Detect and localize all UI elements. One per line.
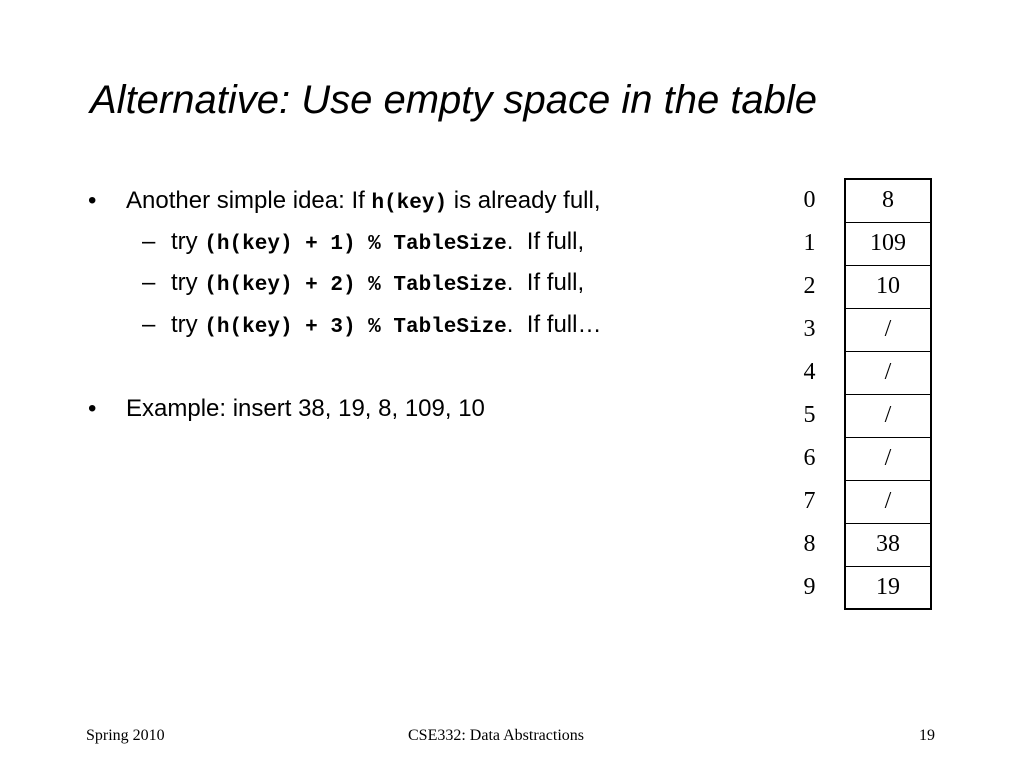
- table-row: [775, 308, 931, 351]
- text-run: try: [171, 269, 205, 296]
- slot-index: 3: [803, 316, 816, 342]
- slot-index: 6: [803, 445, 816, 471]
- footer-course: CSE332: Data Abstractions: [408, 727, 584, 744]
- code-snippet: (h(key) + 3) % TableSize: [204, 316, 507, 339]
- code-snippet: (h(key) + 2) % TableSize: [204, 274, 507, 297]
- text-run: . If full…: [506, 311, 602, 338]
- text-run: . If full,: [506, 228, 585, 255]
- footer-date: Spring 2010: [86, 727, 165, 744]
- slot-value: 19: [845, 566, 931, 609]
- slot-index: 1: [803, 230, 816, 256]
- table-row: [775, 351, 931, 394]
- table-row: [775, 566, 931, 609]
- slot-value: 10: [845, 265, 931, 308]
- bullet-text: [126, 186, 601, 219]
- bullet-marker: –: [142, 311, 156, 338]
- table-row: [775, 179, 931, 222]
- slot-value: 109: [845, 222, 931, 265]
- slot-value: 38: [845, 523, 931, 566]
- text-run: try: [171, 228, 205, 255]
- bullet-text: [171, 227, 584, 260]
- table-row: [775, 265, 931, 308]
- table-row: [775, 480, 931, 523]
- text-run: try: [171, 311, 205, 338]
- slot-value: /: [845, 308, 931, 351]
- bullet-marker: –: [142, 228, 156, 255]
- slot-index: 4: [803, 359, 816, 385]
- text-run: Example: insert 38, 19, 8, 109, 10: [126, 395, 485, 422]
- bullet-marker: –: [142, 269, 156, 296]
- table-row: [775, 437, 931, 480]
- footer-page-number: 19: [919, 727, 935, 744]
- text-run: . If full,: [506, 269, 585, 296]
- slot-index: 5: [803, 402, 816, 428]
- slot-index: 8: [803, 531, 816, 557]
- slot-value: /: [845, 437, 931, 480]
- hash-table: [775, 178, 932, 610]
- slot-index: 2: [803, 273, 816, 299]
- code-snippet: h(key): [371, 192, 448, 215]
- slide-title: Alternative: Use empty space in the table: [90, 78, 818, 122]
- slot-value: 8: [845, 179, 931, 222]
- text-run: is already full,: [447, 187, 601, 214]
- slot-index: 7: [803, 488, 816, 514]
- bullet-marker: •: [88, 187, 97, 214]
- slot-value: /: [845, 480, 931, 523]
- table-row: [775, 222, 931, 265]
- bullet-text: [171, 268, 584, 301]
- code-snippet: (h(key) + 1) % TableSize: [204, 233, 507, 256]
- table-row: [775, 523, 931, 566]
- bullet-marker: •: [88, 395, 97, 422]
- bullet-text: [126, 394, 485, 424]
- slot-value: /: [845, 394, 931, 437]
- slot-index: 9: [803, 574, 816, 600]
- text-run: Another simple idea: If: [126, 187, 372, 214]
- slot-value: /: [845, 351, 931, 394]
- table-row: [775, 394, 931, 437]
- bullet-text: [171, 310, 601, 343]
- slot-index: 0: [803, 187, 816, 213]
